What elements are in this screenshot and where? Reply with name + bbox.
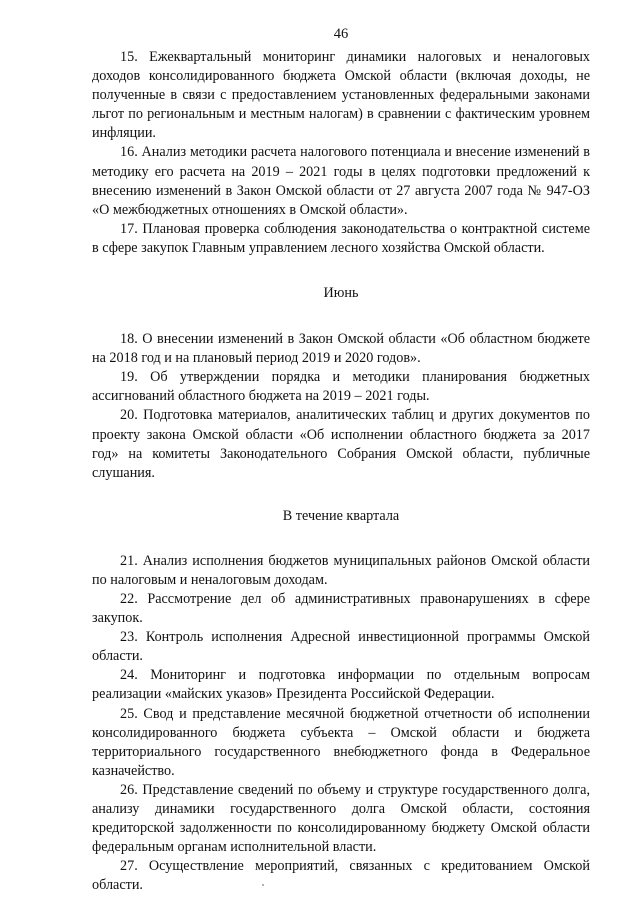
scan-speck: [262, 884, 264, 886]
item-25: 25. Свод и представление месячной бюджетной отчетности об исполнении консолидированного бюджета субъекта – Омской области и бюджета территориального государственного внебюджетного фонда в Федеральное казначейство.: [92, 705, 590, 779]
item-18: 18. О внесении изменений в Закон Омской области «Об областном бюджете на 2018 год и на плановый период 2019 и 2020 годов».: [92, 331, 590, 367]
item-22: 22. Рассмотрение дел об административных правонарушениях в сфере закупок.: [92, 590, 590, 627]
item-19: 19. Об утверждении порядка и методики планирования бюджетных ассигнований областного бюджета на 2019 – 2021 годы.: [92, 369, 590, 405]
page-number: 46: [333, 26, 349, 42]
item-24: 24. Мониторинг и подготовка информации по отдельным вопросам реализации «майских указов» Президента Российской Федерации.: [92, 667, 590, 703]
item-15: 15. Ежеквартальный мониторинг динамики налоговых и неналоговых доходов консолидированного бюджета Омской области (включая доходы, не полученные в связи с предоставлением установленных федеральными законами льгот по региональным и местным налогам) в сравнении с фактическим уровнем инфляции.: [92, 49, 590, 142]
item-16: 16. Анализ методики расчета налогового потенциала и внесение изменений в методику его расчета на 2019 – 2021 годы в целях подготовки предложений к внесению изменений в Закон Омской области от 27 августа 2007 года № 947-ОЗ «О межбюджетных отношениях в Омской области».: [92, 144, 590, 218]
item-20: 20. Подготовка материалов, аналитических таблиц и других документов по проекту закона Омской области «Об исполнении областного бюджета за 2017 год» на комитеты Законодательного Собрания Омской области, публичные слушания.: [92, 407, 590, 481]
section-june: [92, 330, 590, 483]
section-quarter: [92, 552, 590, 896]
heading-quarter: В течение квартала: [282, 507, 400, 524]
item-17: 17. Плановая проверка соблюдения законодательства о контрактной системе в сфере закупок Главным управлением лесного хозяйства Омской области.: [92, 220, 590, 256]
item-23: 23. Контроль исполнения Адресной инвестиционной программы Омской области.: [92, 629, 590, 665]
section-items-15-17: [92, 48, 590, 258]
heading-june: Июнь: [323, 285, 359, 302]
item-21: 21. Анализ исполнения бюджетов муниципальных районов Омской области по налоговым и неналоговым доходам.: [92, 552, 590, 588]
item-27: 27. Осуществление мероприятий, связанных с кредитованием Омской области.: [92, 858, 590, 894]
item-26: 26. Представление сведений по объему и структуре государственного долга, анализу динамики государственного долга Омской области, состояния кредиторской задолженности по консолидированному бюджету Омской области федеральным органам исполнительной власти.: [92, 781, 590, 856]
